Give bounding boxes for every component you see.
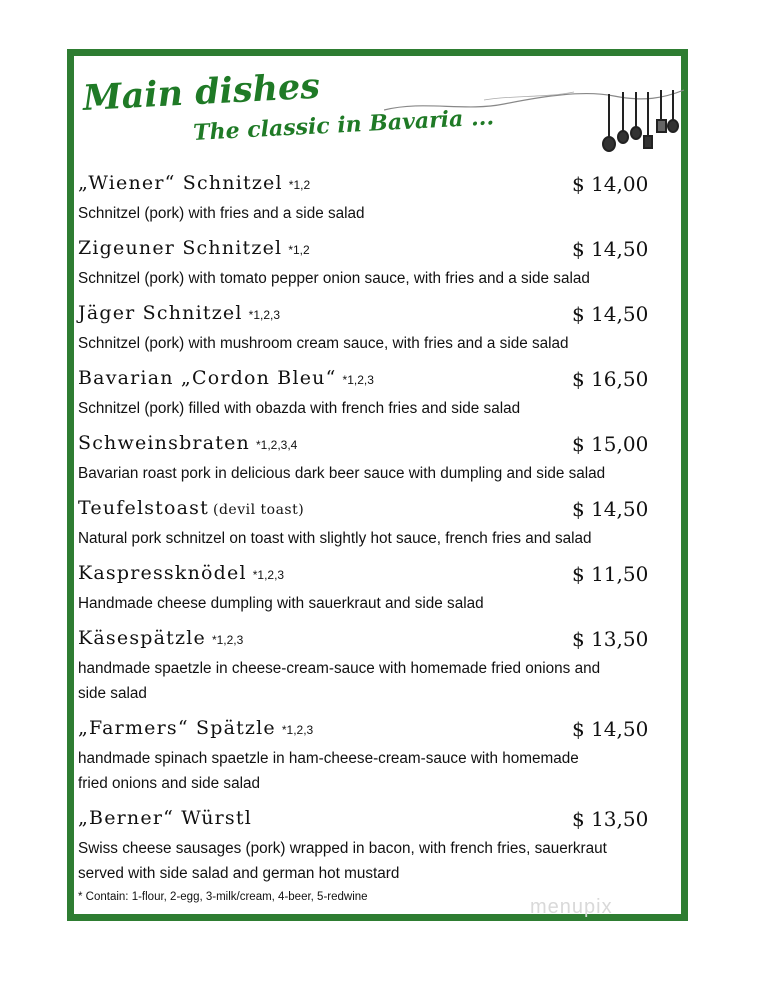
item-name: Teufelstoast (devil toast): [78, 497, 305, 519]
item-subnote: (devil toast): [212, 502, 305, 518]
allergen-note: *1,2,3: [211, 633, 244, 647]
item-description: Bavarian roast pork in delicious dark beer sauce with dumpling and side salad: [78, 465, 606, 482]
hanging-utensils-icon: [384, 70, 684, 160]
item-description: Handmade cheese dumpling with sauerkraut and side salad: [78, 595, 484, 612]
page-subtitle: The classic in Bavaria ...: [192, 104, 495, 146]
allergen-note: *1,2,3: [252, 568, 285, 582]
item-name: „Wiener“ Schnitzel *1,2: [78, 172, 311, 194]
item-name: „Berner“ Würstl: [78, 807, 252, 829]
allergen-note: *1,2,3,4: [255, 438, 298, 452]
allergen-note: *1,2: [288, 243, 310, 257]
item-price: $ 14,50: [572, 497, 649, 521]
item-name: Schweinsbraten *1,2,3,4: [78, 432, 298, 454]
item-price: $ 13,50: [572, 627, 649, 651]
item-price: $ 14,50: [572, 717, 649, 741]
allergen-note: *1,2,3: [281, 723, 314, 737]
item-description: handmade spaetzle in cheese-cream-sauce with homemade fried onions and side salad: [78, 660, 601, 702]
page-title: Main dishes: [81, 65, 321, 119]
item-description: Schnitzel (pork) with fries and a side salad: [78, 205, 365, 222]
allergen-footnote: * Contain: 1-flour, 2-egg, 3-milk/cream, 4-beer, 5-redwine: [78, 891, 368, 903]
item-price: $ 14,00: [572, 172, 649, 196]
item-price: $ 15,00: [572, 432, 649, 456]
item-price: $ 14,50: [572, 302, 649, 326]
allergen-note: *1,2,3: [248, 308, 281, 322]
item-description: Schnitzel (pork) with mushroom cream sauce, with fries and a side salad: [78, 335, 569, 352]
allergen-note: *1,2: [288, 178, 311, 192]
item-price: $ 11,50: [572, 562, 649, 586]
item-description: Swiss cheese sausages (pork) wrapped in bacon, with french fries, sauerkraut served with side salad and german hot mustard: [78, 840, 607, 882]
allergen-note: *1,2,3: [342, 373, 374, 387]
item-price: $ 13,50: [572, 807, 649, 831]
item-description: handmade spinach spaetzle in ham-cheese-cream-sauce with homemade fried onions and side salad: [78, 750, 579, 792]
watermark: menupix: [530, 896, 613, 918]
item-name: Kaspressknödel *1,2,3: [78, 562, 285, 584]
item-name: Bavarian „Cordon Bleu“ *1,2,3: [78, 367, 374, 389]
item-name: „Farmers“ Spätzle *1,2,3: [78, 717, 314, 739]
item-description: Natural pork schnitzel on toast with slightly hot sauce, french fries and salad: [78, 530, 592, 547]
item-name: Zigeuner Schnitzel *1,2: [78, 237, 310, 259]
item-name: Jäger Schnitzel *1,2,3: [78, 302, 281, 324]
item-name: Käsespätzle *1,2,3: [78, 627, 244, 649]
item-description: Schnitzel (pork) filled with obazda with french fries and side salad: [78, 400, 521, 417]
item-price: $ 16,50: [572, 367, 649, 391]
item-description: Schnitzel (pork) with tomato pepper onion sauce, with fries and a side salad: [78, 270, 590, 287]
menu-header: [81, 65, 684, 170]
item-price: $ 14,50: [572, 237, 649, 261]
